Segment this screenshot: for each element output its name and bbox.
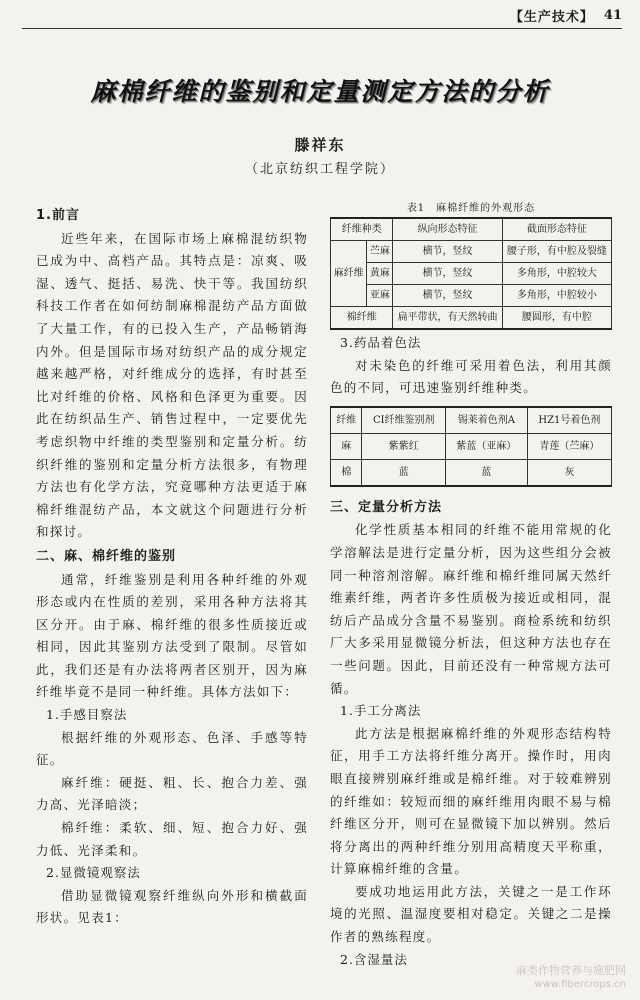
article-title: 麻棉纤维的鉴别和定量测定方法的分析 [90,77,550,106]
hemp-description: 麻纤维：硬挺、粗、长、抱合力差、强力高、光泽暗淡； [36,774,308,813]
table-row [331,285,612,307]
table-header-cell: 纤维种类 [331,218,393,241]
watermark-line-1: 麻类作物营养与施肥网 [516,964,626,977]
cotton-description: 棉纤维：柔软、细、短、抱合力好、强力低、光泽柔和。 [36,820,308,858]
table-cell: 苎麻 [367,241,393,263]
table1 [330,217,612,330]
table-cell: 青莲（苎麻） [527,433,611,459]
quantitative-paragraph: 化学性质基本相同的纤维不能用常规的化学溶解法是进行定量分析，因为这些组分会被同一种溶剂溶解。麻纤维和棉纤维同属天然纤维素纤维，两者许多性质极为接近或相同，混纺后产品成分含量不易鉴别。商检系统和纺织厂大多采用显微镜分析法，但这种方法也存在一些问题。因此，目前还没有一种常规方法可循。 [330,522,612,696]
left-column [36,205,308,930]
table-cell: 亚麻 [367,285,393,307]
table-cell: 紫蓝（亚麻） [446,433,528,459]
table-cell: 横节，竖纹 [393,285,502,307]
table-header-cell: HZ1号着色剂 [527,407,611,434]
table-row [331,433,612,459]
quant-method1-paragraph-2: 要成功地运用此方法，关键之一是工作环境的光照、温湿度要相对稳定。关键之二是操作者的熟练程度。 [330,883,612,945]
table-cell: 紫紫红 [362,433,446,459]
method2-paragraph: 借助显微镜观察纤维纵向外形和横截面形状。见表1： [36,887,308,926]
table-cell: 腰子形，有中腔及裂缝 [502,241,611,263]
affiliation: （北京纺织工程学院） [244,162,395,177]
quant-method1-paragraph: 此方法是根据麻棉纤维的外观形态结构特征，用手工方法将纤维分离开。操作时，用肉眼直接辨别麻纤维或是棉纤维。对于较难辨别的纤维如：较短而细的麻纤维用肉眼不易与棉纤维区分开，则可在显微镜下加以辨别。然后将分离出的两种纤维分别用高精度天平称重，计算麻棉纤维的含量。 [330,725,612,877]
section-heading-identification: 二、麻、棉纤维的鉴别 [36,548,177,564]
method2-heading: 2.显微镜观察法 [46,865,141,881]
method1-heading: 1.手感目察法 [46,707,128,723]
table-header-cell: 截面形态特征 [502,218,611,241]
table-cell: 蓝 [362,459,446,486]
section-heading-intro: 1.前言 [36,208,80,223]
intro-paragraph: 近些年来，在国际市场上麻棉混纺织物已成为中、高档产品。其特点是：凉爽、吸湿、透气、挺括、易洗、快干等。我国纺织科技工作者在如何纺制麻棉混纺产品方面做了大量工作，有的已投入生产，产品畅销海内外。但是国际市场对纺织产品的成分规定越来越严格，对纤维成分的选择，有时甚至比对纤维的价格、风格和色泽更为重要。因此在纺织品生产、销售过程中，一定要优先考虑织物中纤维的类型鉴别和定量分析。纺织纤维的鉴别和定量分析方法很多，有物理方法也有化学方法，究竟哪种方法更适于麻棉纤维混纺产品，本文就这个问题进行分析和探讨。 [36,230,308,540]
table-cell: 灰 [527,459,611,486]
table-cell: 横节，竖纹 [393,241,502,263]
header-rule [22,28,622,29]
page-number: 41 [603,7,622,23]
right-column [330,205,612,971]
table-row [331,307,612,330]
method3-heading: 3.药品着色法 [340,335,422,350]
method1-paragraph: 根据纤维的外观形态、色泽、手感等特征。 [36,729,308,768]
section-tag: 【生产技术】 [509,9,594,25]
table-cell: 棉纤维 [331,307,393,330]
table-cell: 麻 [331,433,362,459]
site-watermark [516,964,626,992]
table-cell: 多角形，中腔较大 [502,263,611,285]
table-row [331,459,612,486]
table1-caption: 表1 麻棉纤维的外观形态 [406,203,536,214]
table-cell: 棉 [331,459,362,486]
table-cell: 横节，竖纹 [393,263,502,285]
table-header-cell: 纤维 [331,407,362,434]
table-header-row [331,218,612,241]
table-cell: 黄麻 [367,263,393,285]
page-header [510,4,622,26]
table-header-cell: 纵向形态特征 [393,218,502,241]
quant-method2-heading: 2.含湿量法 [340,951,408,967]
table-header-cell: 锡莱着色剂A [446,407,528,434]
table-cell: 多角形，中腔较小 [502,285,611,307]
table-cell: 腰圆形，有中腔 [502,307,611,330]
table-cell: 蓝 [446,459,528,486]
table-row [331,241,612,263]
identification-paragraph: 通常，纤维鉴别是利用各种纤维的外观形态或内在性质的差别，采用各种方法将其区分开。由于麻、棉纤维的很多性质接近或相同，因此其鉴别方法受到了限制。尽管如此，我们还是有办法将两者区别开，因为麻纤维毕竟不是同一种纤维。具体方法如下： [36,571,308,700]
table2 [330,406,612,487]
table-row [331,263,612,285]
table-header-cell: CI纤维鉴别剂 [362,407,446,434]
table-header-row [331,407,612,434]
section-heading-quantitative: 三、定量分析方法 [330,499,443,515]
table-cell: 扁平带状，有天然转曲 [393,307,502,330]
method3-paragraph: 对未染色的纤维可采用着色法，利用其颜色的不同，可迅速鉴别纤维种类。 [330,357,612,396]
watermark-line-2: www.fibercrops.cn [534,979,626,990]
quant-method1-heading: 1.手工分离法 [340,703,422,719]
table-cell: 麻纤维 [331,241,367,307]
author: 滕祥东 [294,136,346,154]
